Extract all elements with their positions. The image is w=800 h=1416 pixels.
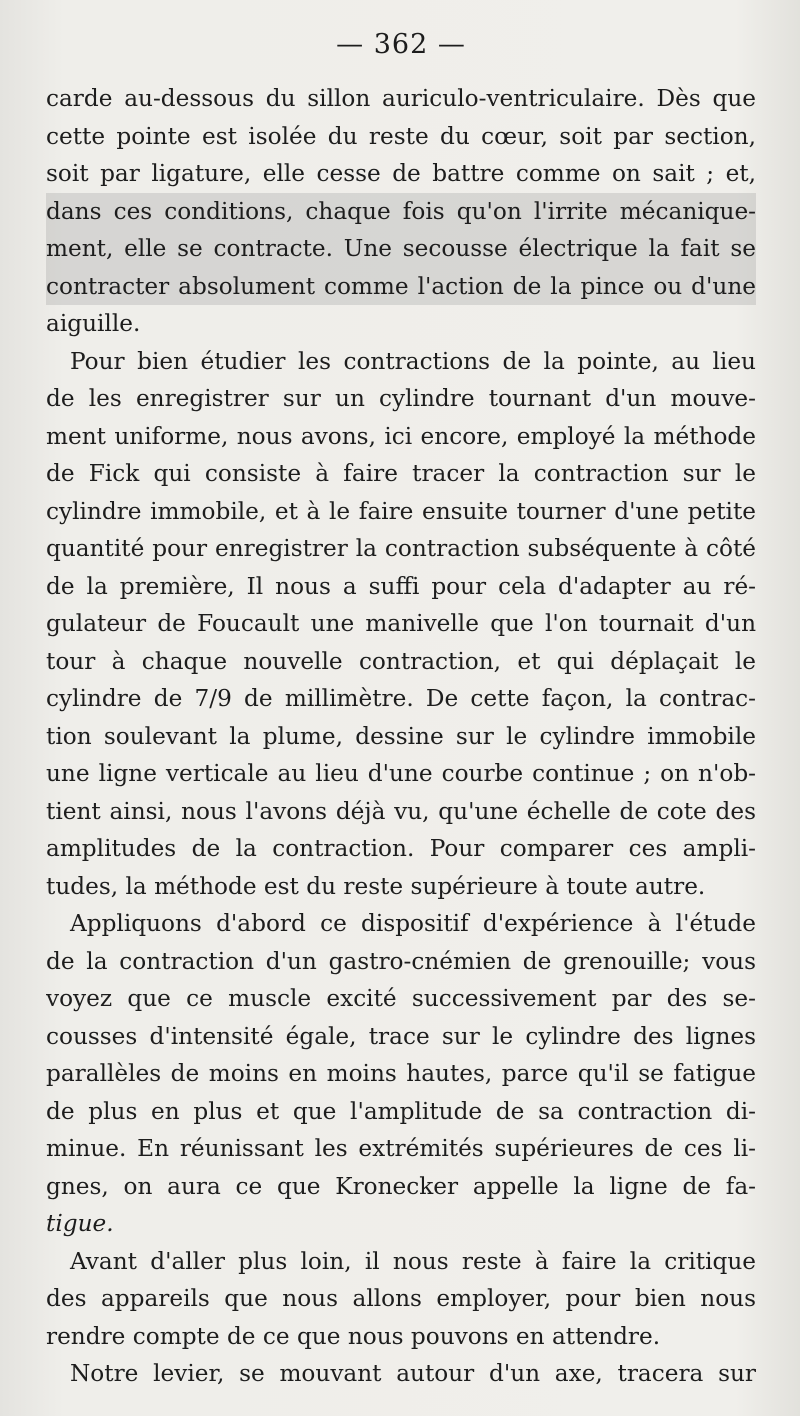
text-line: tion soulevant la plume, dessine sur le cylindre immobile [46, 722, 756, 750]
text-line: carde au-dessous du sillon auriculo-ventriculaire. Dès que [46, 85, 756, 112]
text-line: cylindre de 7/9 de millimètre. De cette façon, la contrac- [46, 685, 756, 712]
paragraph-3 [46, 905, 756, 1243]
text-line: ment uniforme, nous avons, ici encore, employé la méthode [46, 422, 756, 450]
text-line: de Fick qui consiste à faire tracer la contraction sur le [46, 460, 756, 487]
paragraph-4 [46, 1243, 756, 1356]
text-line: Pour bien étudier les contractions de la pointe, au lieu [70, 347, 756, 375]
text-line: tudes, la méthode est du reste supérieure à toute autre. [46, 872, 706, 900]
text-line: Appliquons d'abord ce dispositif d'expérience à l'étude [70, 910, 756, 937]
highlighted-line: ment, elle se contracte. Une secousse électrique la fait se [46, 230, 756, 268]
text-line: minue. En réunissant les extrémités supérieures de ces li- [46, 1135, 756, 1162]
text-line: de plus en plus et que l'amplitude de sa contraction di- [46, 1097, 756, 1125]
text-line: soit par ligature, elle cesse de battre comme on sait ; et, [46, 160, 756, 187]
text-line: Notre levier, se mouvant autour d'un axe, tracera sur [70, 1360, 756, 1387]
text-line: voyez que ce muscle excité successivement par des se- [46, 985, 756, 1012]
text-line: gnes, on aura ce que Kronecker appelle la ligne de fa- [46, 1172, 756, 1200]
page-number: — 362 — [336, 29, 466, 60]
italic-text-line: tigue. [46, 1210, 114, 1237]
highlighted-line: dans ces conditions, chaque fois qu'on l'irrite mécanique- [46, 193, 756, 231]
text-line: des appareils que nous allons employer, pour bien nous [46, 1285, 756, 1312]
text-line: Avant d'aller plus loin, il nous reste à faire la critique [70, 1247, 756, 1275]
text-line: de la contraction d'un gastro-cnémien de grenouille; vous [46, 947, 756, 975]
paragraph-1 [46, 80, 756, 343]
text-line: tient ainsi, nous l'avons déjà vu, qu'une échelle de cote des [46, 797, 756, 825]
text-line: quantité pour enregistrer la contraction subséquente à côté [46, 535, 756, 562]
text-line: une ligne verticale au lieu d'une courbe continue ; on n'ob- [46, 760, 756, 787]
text-line: rendre compte de ce que nous pouvons en attendre. [46, 1322, 661, 1350]
text-line: aiguille. [46, 310, 141, 337]
text-line: cette pointe est isolée du reste du cœur, soit par section, [46, 122, 756, 150]
paragraph-5 [46, 1355, 756, 1393]
paragraph-2 [46, 343, 756, 906]
text-line: amplitudes de la contraction. Pour comparer ces ampli- [46, 835, 756, 862]
highlighted-line: contracter absolument comme l'action de la pince ou d'une [46, 268, 756, 306]
text-line: de la première, Il nous a suffi pour cela d'adapter au ré- [46, 572, 756, 600]
text-line: parallèles de moins en moins hautes, parce qu'il se fatigue [46, 1060, 756, 1087]
text-line: cousses d'intensité égale, trace sur le cylindre des lignes [46, 1022, 756, 1050]
text-line: de les enregistrer sur un cylindre tournant d'un mouve- [46, 385, 756, 412]
text-line: tour à chaque nouvelle contraction, et qui déplaçait le [46, 647, 756, 675]
text-line: gulateur de Foucault une manivelle que l'on tournait d'un [46, 610, 756, 637]
text-line: cylindre immobile, et à le faire ensuite tourner d'une petite [46, 497, 756, 525]
